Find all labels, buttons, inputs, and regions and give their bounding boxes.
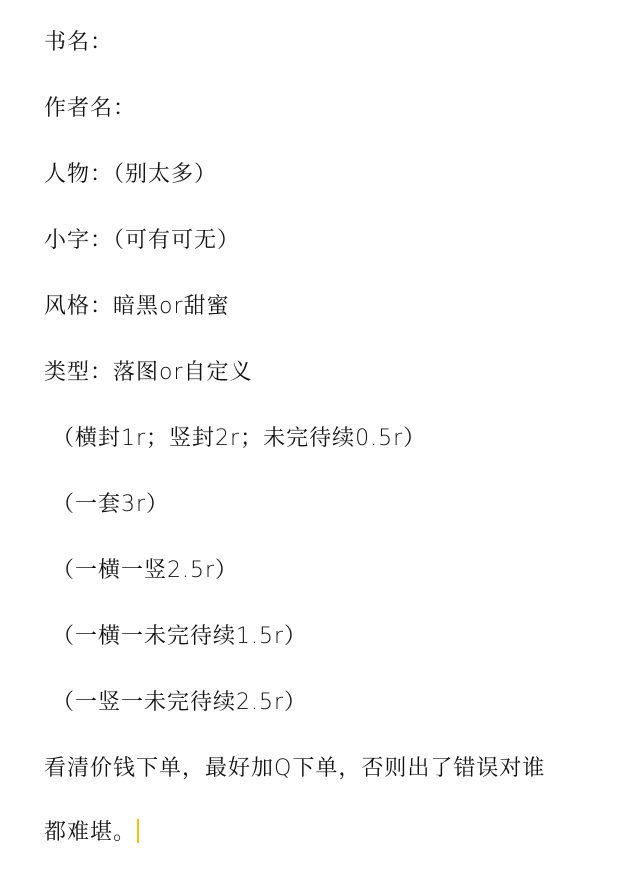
style-line: 风格：暗黑or甜蜜 xyxy=(44,294,230,319)
text-cursor xyxy=(137,819,139,843)
price-cover-line: （横封1r；竖封2r；未完待续0.5r） xyxy=(52,426,427,451)
price-vertical-tbc-line: （一竖一未完待续2.5r） xyxy=(52,690,308,715)
notice-line-continued xyxy=(44,818,139,848)
price-set-line: （一套3r） xyxy=(52,492,170,517)
small-text-line: 小字：（可有可无） xyxy=(44,228,241,253)
notice-end-text: 都难堪。 xyxy=(44,820,137,845)
price-horizontal-vertical-line: （一横一竖2.5r） xyxy=(52,558,239,583)
notice-line: 看清价钱下单，最好加Q下单，否则出了错误对谁 xyxy=(44,756,546,781)
book-title-line: 书名： xyxy=(44,30,114,55)
author-name-line: 作者名： xyxy=(44,96,137,121)
price-horizontal-tbc-line: （一横一未完待续1.5r） xyxy=(52,624,308,649)
characters-line: 人物：（别太多） xyxy=(44,162,218,187)
type-line: 类型：落图or自定义 xyxy=(44,360,253,385)
